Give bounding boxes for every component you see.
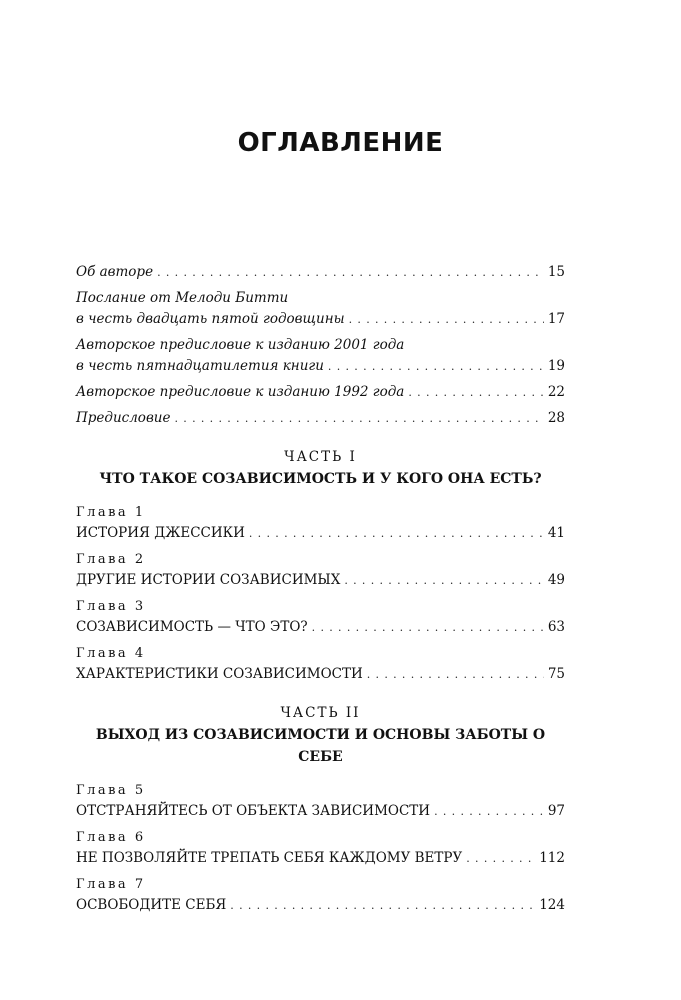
chapter-page: 75 [547, 666, 565, 682]
dot-leader [349, 309, 544, 330]
toc-entry-about-author [76, 262, 565, 283]
part-label: ЧАСТЬ II [280, 705, 361, 721]
dot-leader [367, 664, 544, 685]
dot-leader [249, 523, 544, 544]
chapter-page: 124 [539, 897, 565, 913]
dot-leader [408, 382, 543, 403]
chapter-label: Глава 7 [76, 877, 146, 892]
chapter-label: Глава 4 [76, 646, 146, 661]
chapter-title: НЕ ПОЗВОЛЯЙТЕ ТРЕПАТЬ СЕБЯ КАЖДОМУ ВЕТРУ [76, 850, 463, 866]
toc-entry-preface-2001 [76, 335, 565, 377]
chapter-label: Глава 3 [76, 599, 146, 614]
toc-entry-title: Об авторе [76, 264, 154, 280]
chapter-title: ИСТОРИЯ ДЖЕССИКИ [76, 525, 245, 541]
chapter-page: 41 [547, 525, 565, 541]
chapter-title: ХАРАКТЕРИСТИКИ СОЗАВИСИМОСТИ [76, 666, 363, 682]
chapter-page: 63 [547, 619, 565, 635]
toc-entry-page: 15 [547, 264, 565, 280]
toc-entry-title-line: Авторское предисловие к изданию 2001 года [76, 337, 405, 353]
chapter-label: Глава 2 [76, 552, 146, 567]
toc-entry-melody-message [76, 288, 565, 330]
dot-leader [434, 801, 544, 822]
chapter-title: ДРУГИЕ ИСТОРИИ СОЗАВИСИМЫХ [76, 572, 341, 588]
toc-entry-page: 28 [547, 410, 565, 426]
toc-chapter [76, 827, 565, 869]
part-title: ЧТО ТАКОЕ СОЗАВИСИМОСТЬ И У КОГО ОНА ЕСТЬ? [99, 471, 542, 487]
toc-entry-page: 22 [547, 384, 565, 400]
chapter-label: Глава 6 [76, 830, 146, 845]
part-title: ВЫХОД ИЗ СОЗАВИСИМОСТИ И ОСНОВЫ ЗАБОТЫ О СЕБЕ [95, 727, 546, 765]
chapter-label: Глава 1 [76, 505, 146, 520]
chapter-title: ОСВОБОДИТЕ СЕБЯ [76, 897, 227, 913]
dot-leader [466, 848, 535, 869]
dot-leader [230, 895, 535, 916]
toc-chapter [76, 549, 565, 591]
chapter-label: Глава 5 [76, 783, 146, 798]
toc-chapter [76, 643, 565, 685]
toc-entry-title-line: Послание от Мелоди Битти [76, 290, 289, 306]
dot-leader [312, 617, 544, 638]
toc-entry-page: 17 [547, 311, 565, 327]
toc-entry-preface [76, 408, 565, 429]
page-title: ОГЛАВЛЕНИЕ [237, 128, 444, 158]
toc-chapter [76, 502, 565, 544]
toc-entry-title: Предисловие [76, 410, 171, 426]
toc-entry-title-line: в честь пятнадцатилетия книги [76, 358, 324, 374]
toc-entry-preface-1992 [76, 382, 565, 403]
dot-leader [157, 262, 544, 283]
toc-entry-page: 19 [547, 358, 565, 374]
dot-leader [328, 356, 544, 377]
part-label: ЧАСТЬ I [284, 449, 357, 465]
chapter-page: 112 [539, 850, 565, 866]
toc-entry-title-line: в честь двадцать пятой годовщины [76, 311, 345, 327]
toc-chapter [76, 874, 565, 916]
dot-leader [174, 408, 543, 429]
toc-chapter [76, 596, 565, 638]
toc-entry-title: Авторское предисловие к изданию 1992 года [76, 384, 405, 400]
chapter-page: 97 [547, 803, 565, 819]
chapter-title: ОТСТРАНЯЙТЕСЬ ОТ ОБЪЕКТА ЗАВИСИМОСТИ [76, 803, 431, 819]
chapter-page: 49 [547, 572, 565, 588]
table-of-contents [76, 262, 565, 921]
chapter-title: СОЗАВИСИМОСТЬ — ЧТО ЭТО? [76, 619, 308, 635]
toc-chapter [76, 780, 565, 822]
dot-leader [344, 570, 544, 591]
